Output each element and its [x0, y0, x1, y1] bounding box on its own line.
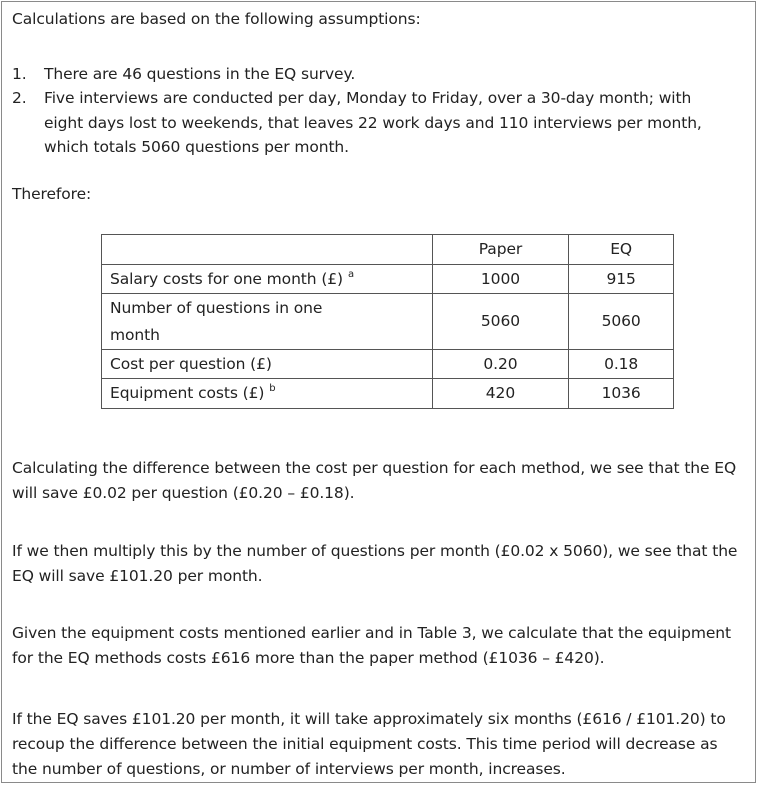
eq-value: 1036 [569, 379, 674, 409]
row-label: Salary costs for one month (£) [110, 269, 343, 288]
row-label-cell [102, 265, 433, 294]
row-label-cell [102, 379, 433, 409]
header-cell [102, 235, 433, 265]
calculation-box [1, 1, 756, 783]
footnote-marker: a [347, 268, 355, 280]
intro-text: Calculations are based on the following assumptions: [12, 10, 421, 28]
row-label-cell [102, 350, 433, 379]
header-cell-paper: Paper [432, 235, 569, 265]
paragraph-4: If the EQ saves £101.20 per month, it will take approximately six months (£616 / £101.20) to recoup the difference between the initial equipment costs. This time period will decrease as the number of questions, or number of interviews per month, increases. [12, 710, 726, 778]
footnote-marker: b [269, 383, 276, 394]
row-label: Equipment costs (£) [110, 384, 265, 402]
paper-value: 1000 [432, 265, 569, 294]
table-row [102, 379, 674, 409]
eq-value: 0.18 [569, 350, 674, 379]
table-row [102, 265, 674, 294]
assumption-item-1 [12, 62, 745, 87]
paragraph-2: If we then multiply this by the number of questions per month (£0.02 x 5060), we see that the EQ will save £101.20 per month. [12, 542, 738, 585]
row-label: Cost per question (£) [110, 354, 272, 373]
paragraph-3: Given the equipment costs mentioned earlier and in Table 3, we calculate that the equipment for the EQ methods costs £616 more than the paper method (£1036 – £420). [12, 624, 731, 667]
table-row [102, 350, 674, 379]
paper-value: 420 [432, 379, 569, 409]
paper-value: 0.20 [432, 350, 569, 379]
paragraph-1: Calculating the difference between the cost per question for each method, we see that the EQ will save £0.02 per question (£0.20 – £0.18). [12, 459, 737, 502]
assumption-item-2 [12, 86, 715, 160]
eq-value: 915 [569, 265, 674, 294]
header-cell-eq: EQ [569, 235, 674, 265]
cost-table [101, 234, 674, 409]
row-label-cell [102, 294, 433, 350]
list-text: Five interviews are conducted per day, Monday to Friday, over a 30-day month; with eight days lost to weekends, that leaves 22 work days and 110 interviews per month, which totals 5060 questions per month. [44, 89, 702, 156]
eq-value: 5060 [569, 294, 674, 350]
table-row [102, 294, 674, 350]
row-label: Number of questions in one month [110, 298, 323, 344]
paper-value: 5060 [432, 294, 569, 350]
table-header-row [102, 235, 674, 265]
list-text: There are 46 questions in the EQ survey. [44, 65, 356, 83]
therefore-text: Therefore: [12, 185, 92, 203]
list-number: 1. [12, 65, 27, 83]
list-number: 2. [12, 89, 27, 107]
